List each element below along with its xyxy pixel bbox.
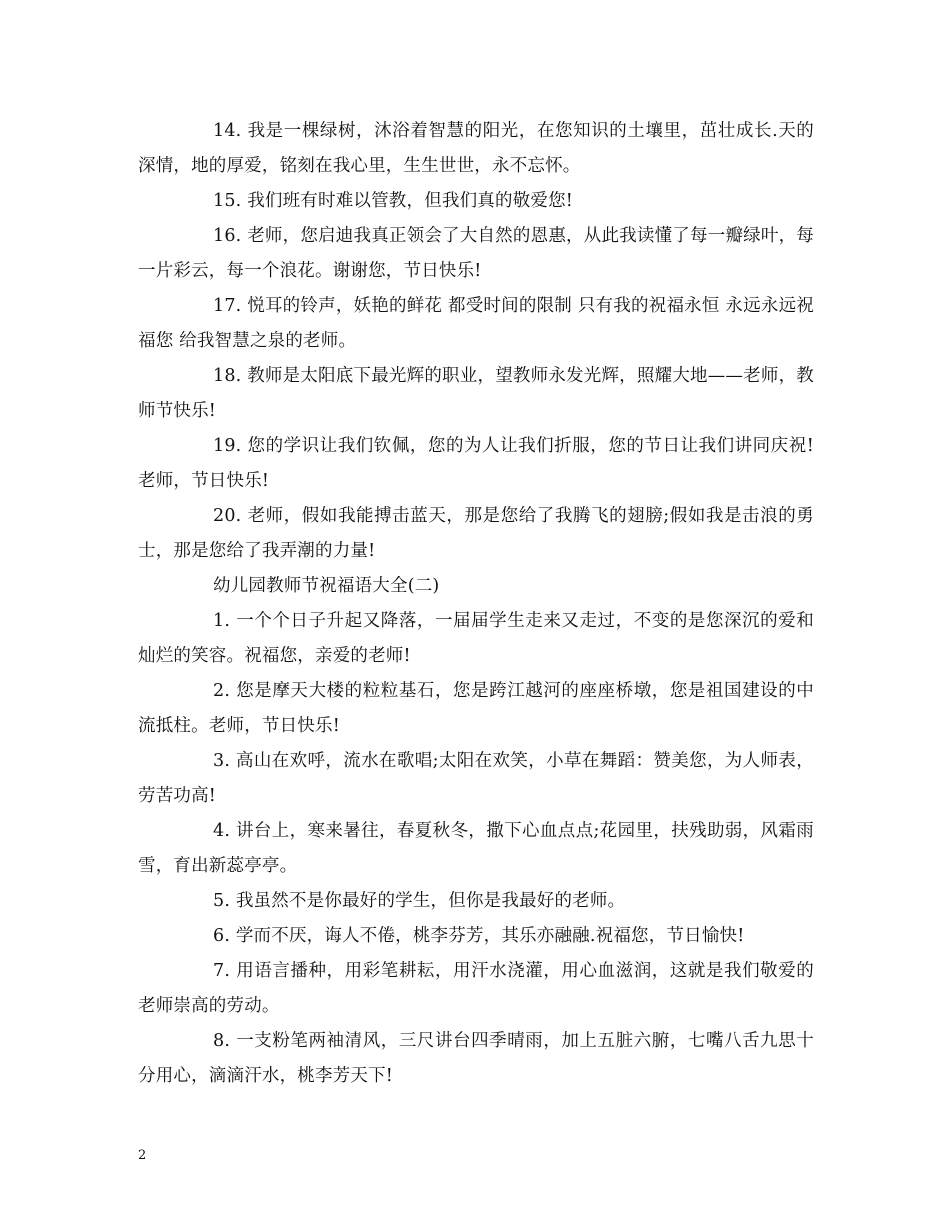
- paragraph-3: 3. 高山在欢呼，流水在歌唱;太阳在欢笑，小草在舞蹈：赞美您，为人师表，劳苦功高!: [138, 751, 814, 806]
- paragraph-20: 20. 老师，假如我能搏击蓝天，那是您给了我腾飞的翅膀;假如我是击浪的勇士，那是您给了我弄潮的力量!: [138, 506, 814, 561]
- paragraph-6: 6. 学而不厌，诲人不倦，桃李芬芳，其乐亦融融.祝福您，节日愉快!: [213, 926, 745, 946]
- paragraph-7: 7. 用语言播种，用彩笔耕耘，用汗水浇灌，用心血滋润，这就是我们敬爱的老师崇高的劳动。: [138, 961, 814, 1016]
- paragraph-17: 17. 悦耳的铃声，妖艳的鲜花 都受时间的限制 只有我的祝福永恒 永远永远祝福您 给我智慧之泉的老师。: [138, 296, 814, 351]
- paragraph-14: 14. 我是一棵绿树，沐浴着智慧的阳光，在您知识的土壤里，茁壮成长.天的深情，地的厚爱，铭刻在我心里，生生世世，永不忘怀。: [138, 121, 814, 176]
- paragraph-2: 2. 您是摩天大楼的粒粒基石，您是跨江越河的座座桥墩，您是祖国建设的中流抵柱。老师，节日快乐!: [138, 681, 814, 736]
- paragraph-15: 15. 我们班有时难以管教，但我们真的敬爱您!: [213, 191, 574, 211]
- paragraph-16: 16. 老师，您启迪我真正领会了大自然的恩惠，从此我读懂了每一瓣绿叶，每一片彩云，每一个浪花。谢谢您，节日快乐!: [138, 226, 814, 281]
- paragraph-1: 1. 一个个日子升起又降落，一届届学生走来又走过，不变的是您深沉的爱和灿烂的笑容。祝福您，亲爱的老师!: [138, 611, 814, 666]
- paragraph-8: 8. 一支粉笔两袖清风，三尺讲台四季晴雨，加上五脏六腑，七嘴八舌九思十分用心，滴滴汗水，桃李芳天下!: [138, 1031, 814, 1086]
- paragraph-18: 18. 教师是太阳底下最光辉的职业，望教师永发光辉，照耀大地——老师，教师节快乐!: [138, 366, 814, 421]
- body-text: [138, 114, 814, 1094]
- paragraph-19: 19. 您的学识让我们钦佩，您的为人让我们折服，您的节日让我们讲同庆祝!老师，节日快乐!: [138, 436, 814, 491]
- paragraph-4: 4. 讲台上，寒来暑往，春夏秋冬，撒下心血点点;花园里，扶残助弱，风霜雨雪，育出新蕊亭亭。: [138, 821, 814, 876]
- section-heading: 幼儿园教师节祝福语大全(二): [213, 576, 440, 596]
- paragraph-5: 5. 我虽然不是你最好的学生，但你是我最好的老师。: [213, 891, 626, 911]
- page-number: 2: [138, 1148, 147, 1163]
